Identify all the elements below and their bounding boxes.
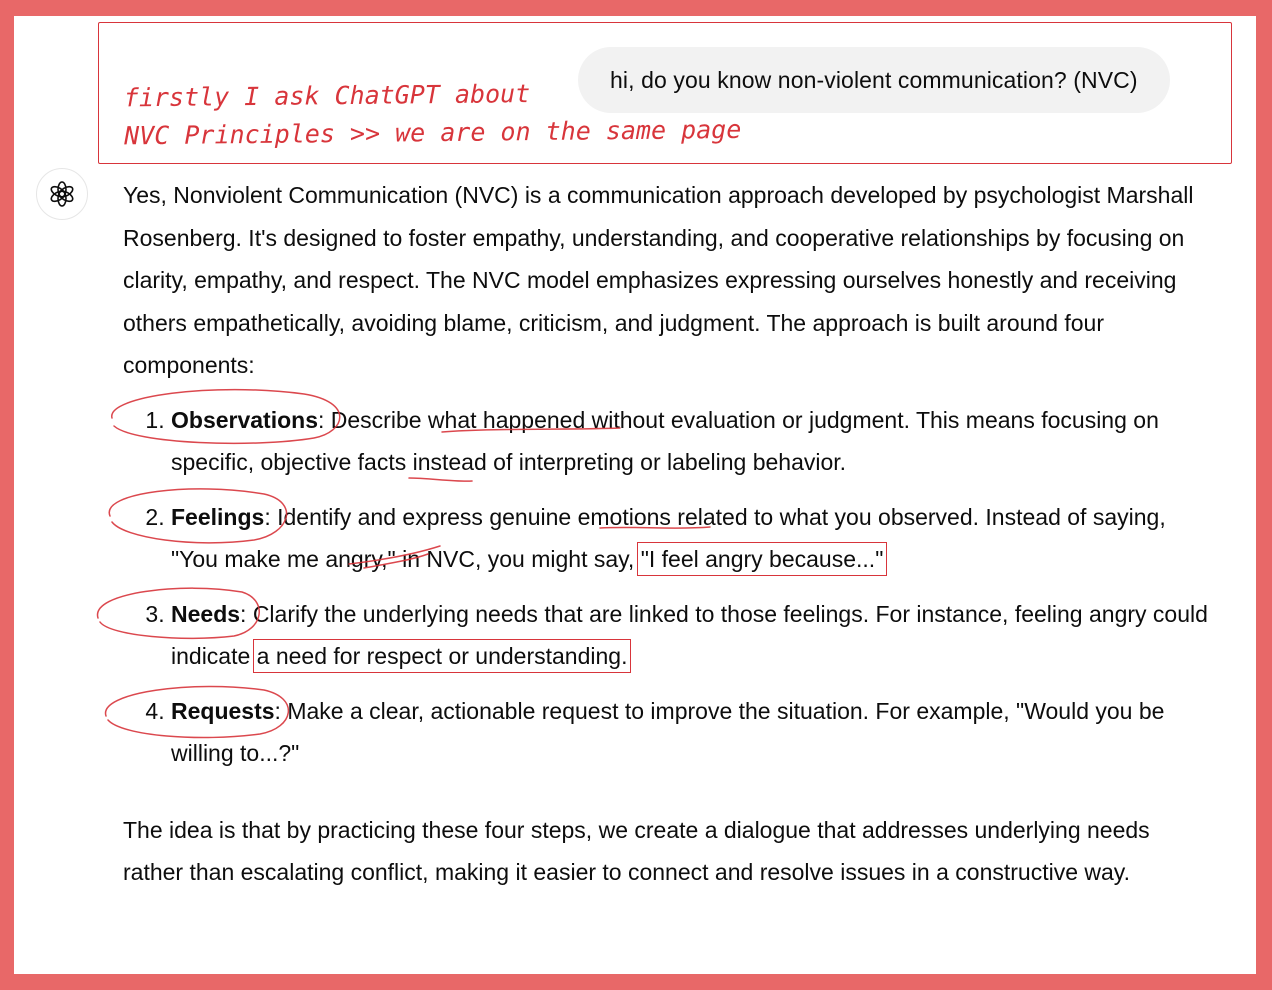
assistant-response [123,174,1213,894]
highlighted-quote: "I feel angry because..." [640,546,884,572]
screenshot-frame [14,16,1256,974]
openai-logo-icon [36,168,88,220]
list-item-requests [171,690,1213,775]
highlighted-phrase: a need for respect or understanding. [256,643,628,669]
item-text: : Describe what happened without evaluation or judgment. This means focusing on specific, objective facts instead of interpreting or labeling behavior. [171,406,1159,475]
annotation-line-2: NVC Principles >> we are on the same page [124,114,742,151]
response-outro: The idea is that by practicing these four steps, we create a dialogue that addresses underlying needs rather than escalating conflict, making it easier to connect and resolve issues in a constructive way. [123,816,1150,885]
item-title: Requests [171,697,275,724]
item-title: Observations [171,406,318,433]
response-intro: Yes, Nonviolent Communication (NVC) is a communication approach developed by psychologist Marshall Rosenberg. It's designed to foster empathy, understanding, and cooperative relationships by focusing on clarity, empathy, and respect. The NVC model emphasizes expressing ourselves honestly and receiving others empathetically, avoiding blame, criticism, and judgment. The approach is built around four components: [123,182,1194,378]
annotation-line-1: firstly I ask ChatGPT about [123,79,531,113]
item-title: Feelings [171,503,265,530]
item-text: : Clarify the underlying needs that are linked to those feelings. For instance, feeling angry could indicate [171,600,1208,669]
list-item-needs [171,593,1213,678]
list-item-observations [171,399,1213,484]
user-message-text: hi, do you know non-violent communication? (NVC) [610,66,1138,93]
components-list [123,399,1213,775]
list-item-feelings [171,496,1213,581]
handwritten-annotation [124,73,765,156]
item-title: Needs [171,600,241,627]
item-text: : Make a clear, actionable request to improve the situation. For example, "Would you be willing to...?" [171,697,1165,766]
item-text: : Identify and express genuine emotions related to what you observed. Instead of saying, "You make me angry," in NVC, you might say, [171,503,1166,572]
